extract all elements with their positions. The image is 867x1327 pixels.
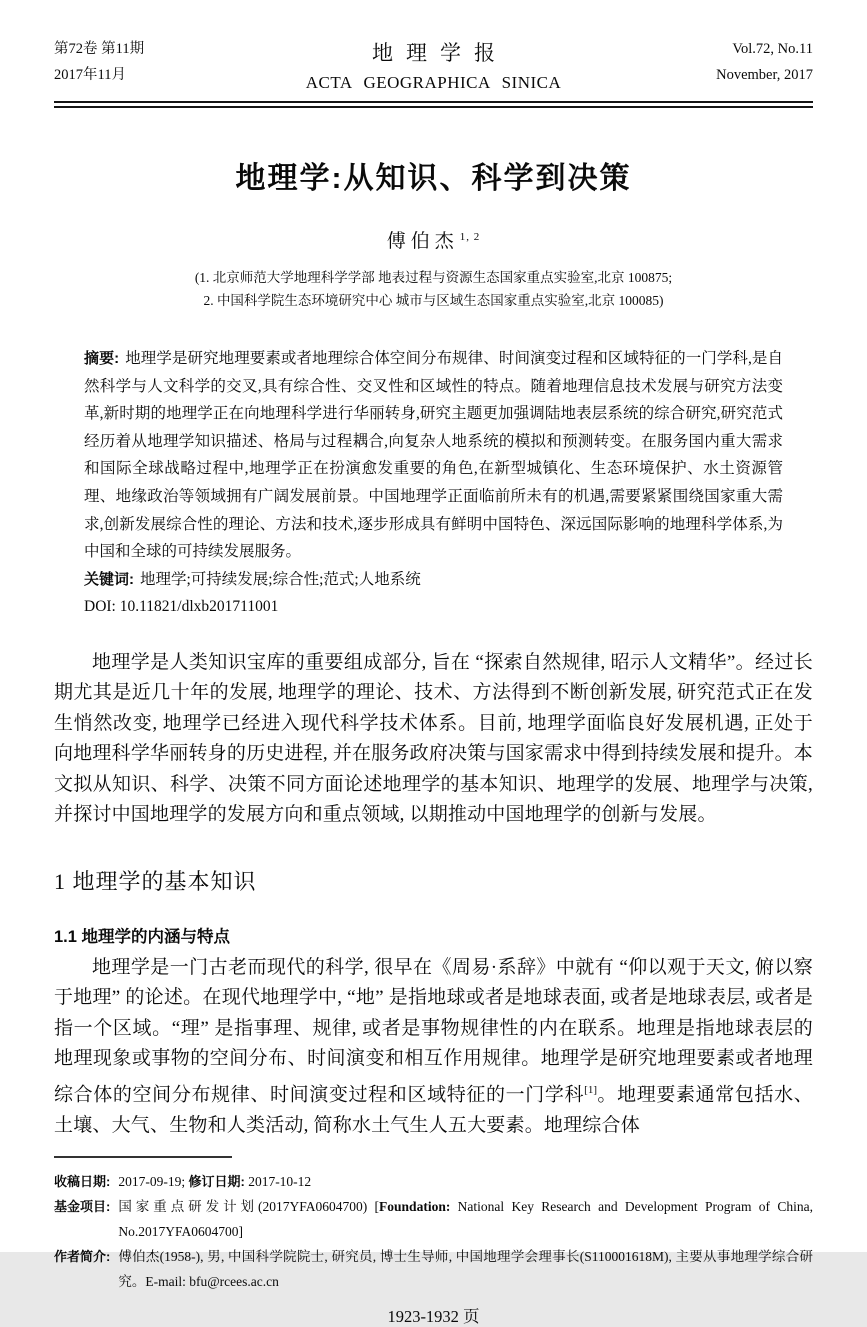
foundation-en-label: Foundation:	[379, 1199, 451, 1215]
keywords-label: 关键词:	[84, 570, 134, 588]
author-affiliation-sup: 1, 2	[459, 230, 481, 243]
dates-row	[54, 1169, 813, 1194]
section-1-1-heading: 1.1 地理学的内涵与特点	[54, 927, 231, 946]
volume-issue-cn: 第72卷 第11期	[54, 41, 145, 57]
header-left	[54, 36, 229, 88]
foundation-label: 基金项目:	[54, 1199, 111, 1215]
issue-date-en: November, 2017	[716, 67, 813, 83]
affiliations	[54, 266, 813, 312]
foundation-content	[118, 1194, 813, 1244]
issue-date-cn: 2017年11月	[54, 67, 126, 83]
journal-header	[54, 36, 813, 93]
abstract-text: 地理学是研究地理要素或者地理综合体空间分布规律、时间演变过程和区域特征的一门学科,是自然科学与人文科学的交叉,具有综合性、交叉性和区域性的特点。随着地理信息技术发展与研究方法变革,新时期的地理学正在向地理科学进行华丽转身,研究主题更加强调陆地表层系统的综合研究,研究范式经历着从地理学知识描述、格局与过程耦合,向复杂人地系统的模拟和预测转变。在服务国内重大需求和国际全球战略过程中,地理学正在扮演愈发重要的角色,在新型城镇化、生态环境保护、水土资源管理、地缘政治等领域拥有广阔发展前景。中国地理学正面临前所未有的机遇,需要紧紧围绕国家重大需求,创新发展综合性的理论、方法和技术,逐步形成具有鲜明中国特色、深远国际影响的地理科学体系,为中国和全球的可持续发展服务。	[84, 350, 783, 561]
journal-title-en: ACTA GEOGRAPHICA SINICA	[305, 73, 562, 92]
author-bio-row	[54, 1244, 813, 1294]
article-title: 地理学:从知识、科学到决策	[235, 162, 632, 195]
author-bio-content: 傅伯杰(1958-), 男, 中国科学院院士, 研究员, 博士生导师, 中国地理学会理事长(S110001618M), 主要从事地理学综合研究。E-mail: bfu@rcees.ac.cn	[118, 1249, 813, 1290]
affiliation-2: 2. 中国科学院生态环境研究中心 城市与区域生态国家重点实验室,北京 100085)	[203, 293, 664, 308]
revised-date-label: 修订日期:	[188, 1174, 245, 1190]
author-name: 傅伯杰	[386, 231, 459, 252]
abstract-label: 摘要:	[84, 350, 120, 367]
page-range: 1923-1932 页	[387, 1307, 480, 1327]
header-center	[229, 36, 638, 93]
received-date-label: 收稿日期:	[54, 1174, 111, 1190]
author-bio-label: 作者简介:	[54, 1249, 111, 1265]
revised-date: 2017-10-12	[244, 1174, 312, 1190]
footnote-divider	[54, 1156, 232, 1158]
abstract-block	[84, 345, 783, 621]
received-date: 2017-09-19;	[118, 1174, 189, 1190]
header-right	[638, 36, 813, 88]
section-1-1-paragraph	[54, 953, 813, 1141]
header-divider	[54, 101, 813, 108]
body-text-part2: 。地理要素通常包括水、土壤、大气、生物和人类活动, 简称水土气生人五大要素。地理综合体	[54, 1084, 813, 1136]
journal-title-cn: 地理学报	[372, 41, 508, 65]
citation-ref-1: [1]	[584, 1083, 597, 1096]
volume-issue-en: Vol.72, No.11	[732, 41, 813, 57]
footnotes-block	[54, 1169, 813, 1294]
author-line	[54, 226, 813, 253]
keywords-line	[84, 566, 783, 594]
foundation-cn: 国家重点研发计划(2017YFA0604700) [	[118, 1199, 380, 1215]
keywords-text: 地理学;可持续发展;综合性;范式;人地系统	[140, 570, 421, 588]
doi-line: DOI: 10.11821/dlxb201711001	[84, 598, 279, 616]
abstract-paragraph	[84, 345, 783, 566]
foundation-row	[54, 1194, 813, 1244]
section-1-heading: 1 地理学的基本知识	[54, 868, 257, 894]
foundation-en: National Key Research and Development Program of China, No.2017YFA0604700]	[118, 1199, 813, 1240]
intro-paragraph: 地理学是人类知识宝库的重要组成部分, 旨在 “探索自然规律, 昭示人文精华”。经过长期尤其是近几十年的发展, 地理学的理论、技术、方法得到不断创新发展, 研究范式正在发生悄然改变, 地理学已经进入现代科学技术体系。目前, 地理学面临良好发展机遇, 正处于向地理科学华丽转身的历史进程, 并在服务政府决策与国家需求中得到持续发展和提升。本文拟从知识、科学、决策不同方面论述地理学的基本知识、地理学的发展、地理学与决策, 并探讨中国地理学的发展方向和重点领域, 以期推动中国地理学的创新与发展。	[54, 651, 813, 826]
affiliation-1: (1. 北京师范大学地理科学学部 地表过程与资源生态国家重点实验室,北京 100875;	[194, 270, 673, 285]
dates-content	[118, 1169, 813, 1194]
body-text-part1: 地理学是一门古老而现代的科学, 很早在《周易·系辞》中就有 “仰以观于天文, 俯以察于地理” 的论述。在现代地理学中, “地” 是指地球或者是地球表面, 或者是地球表层, 或者是指一个区域。“理” 是指事理、规律, 或者是事物规律性的内在联系。地理是指地球表层的地理现象或事物的空间分布、时间演变和相互作用规律。地理学是研究地理要素或者地理综合体的空间分布规律、时间演变过程和区域特征的一门学科	[54, 956, 813, 1106]
